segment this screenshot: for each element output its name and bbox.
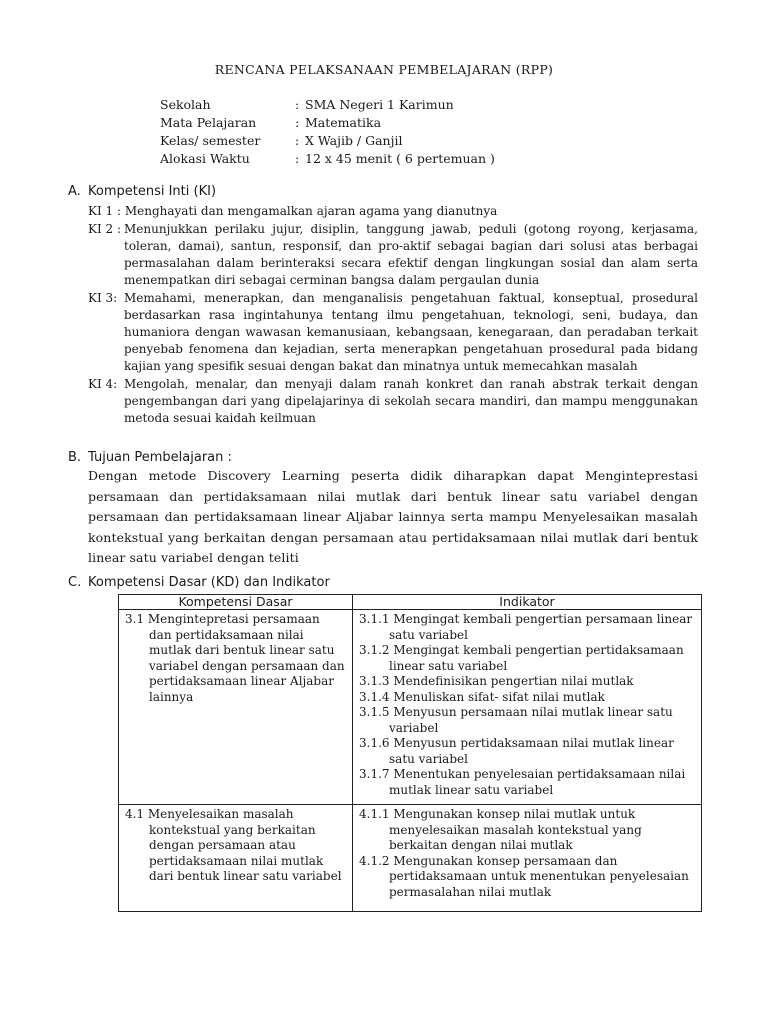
ki-code: KI 2 : (88, 222, 122, 236)
info-row-kelas: Kelas/ semester : X Wajib / Ganjil (160, 133, 403, 148)
indicator-item: 3.1.2 Mengingat kembali pengertian pertidaksamaan linear satu variabel (359, 643, 684, 673)
ki-item (88, 290, 698, 375)
info-label: Kelas/ semester (160, 133, 261, 148)
ki-item (88, 221, 698, 289)
table-row (119, 805, 702, 912)
indicator-item: 3.1.3 Mendefinisikan pengertian nilai mutlak (359, 674, 634, 688)
section-b-heading (68, 450, 232, 465)
info-row-mapel: Mata Pelajaran : Matematika (160, 115, 382, 130)
kd-cell (119, 610, 353, 805)
indicator-item: 3.1.4 Menuliskan sifat- sifat nilai mutlak (359, 689, 605, 704)
indicator-item: 3.1.1 Mengingat kembali pengertian persamaan linear satu variabel (359, 612, 693, 642)
section-c-heading (68, 575, 330, 590)
section-letter: A. (68, 184, 81, 199)
indicator-item: 4.1.1 Mengunakan konsep nilai mutlak untuk menyelesaikan masalah kontekstual yang berkaitan dengan nilai mutlak (359, 807, 642, 852)
info-value: X Wajib / Ganjil (305, 133, 403, 148)
info-row-sekolah: Sekolah : SMA Negeri 1 Karimun (160, 97, 454, 112)
section-letter: C. (68, 575, 82, 590)
table-row (119, 610, 702, 805)
tujuan-paragraph: Dengan metode Discovery Learning peserta didik diharapkan dapat Menginteprestasi persamaan dan pertidaksamaan nilai mutlak dari bentuk linear satu variabel dengan persamaan dan pertidaksamaan linear Aljabar lainnya serta mampu Menyelesaikan masalah kontekstual yang berkaitan dengan persamaan atau pertidaksamaan nilai mutlak dari bentuk linear satu variabel dengan teliti (88, 468, 698, 566)
indicator-item: 3.1.7 Menentukan penyelesaian pertidaksamaan nilai mutlak linear satu variabel (359, 767, 686, 797)
section-title: Tujuan Pembelajaran : (88, 450, 232, 465)
ki-text: Memahami, menerapkan, dan menganalisis pengetahuan faktual, konseptual, prosedural berdasarkan rasa ingintahunya tentang ilmu pengetahuan, teknologi, seni, budaya, dan humaniora dengan wawasan kemanusiaan, kebangsaan, kenegaraan, dan peradaban terkait penyebab fenomena dan kejadian, serta menerapkan pengetahuan prosedural pada bidang kajian yang spesifik sesuai dengan bakat dan minatnya untuk memecahkan masalah (124, 291, 698, 373)
section-title: Kompetensi Dasar (KD) dan Indikator (88, 575, 330, 590)
header-indikator: Indikator (353, 595, 702, 610)
ki-item (88, 203, 698, 220)
section-title: Kompetensi Inti (KI) (88, 184, 217, 199)
indicator-item: 3.1.6 Menyusun pertidaksamaan nilai mutlak linear satu variabel (359, 736, 674, 766)
kd-cell (119, 805, 353, 912)
header-kompetensi-dasar: Kompetensi Dasar (119, 595, 353, 610)
info-row-alokasi: Alokasi Waktu : 12 x 45 menit ( 6 pertemuan ) (160, 151, 495, 166)
info-label: Sekolah (160, 97, 211, 112)
indicator-cell (353, 805, 702, 912)
indicator-item: 4.1.2 Mengunakan konsep persamaan dan pertidaksamaan untuk menentukan penyelesaian permasalahan nilai mutlak (359, 853, 689, 899)
kd-text: 4.1 Menyelesaikan masalah kontekstual yang berkaitan dengan persamaan atau pertidaksamaan nilai mutlak dari bentuk linear satu variabel (125, 807, 342, 883)
kd-indicator-table (118, 594, 702, 912)
kd-text: 3.1 Mengintepretasi persamaan dan pertidaksamaan nilai mutlak dari bentuk linear satu variabel dengan persamaan dan pertidaksamaan linear Aljabar lainnya (125, 612, 345, 704)
ki-code: KI 4: (88, 377, 118, 391)
ki-code: KI 3: (88, 291, 118, 305)
section-a-heading (68, 184, 216, 199)
info-label: Alokasi Waktu (160, 151, 250, 166)
ki-text: Mengolah, menalar, dan menyaji dalam ranah konkret dan ranah abstrak terkait dengan pengembangan dari yang dipelajarinya di sekolah secara mandiri, dan mampu menggunakan metoda sesuai kaidah keilmuan (124, 377, 698, 425)
ki-list (88, 203, 698, 427)
info-value: SMA Negeri 1 Karimun (305, 97, 454, 112)
info-block (160, 96, 495, 168)
ki-code: KI 1 : (88, 204, 122, 218)
document-title: RENCANA PELAKSANAAN PEMBELAJARAN (RPP) (214, 62, 554, 77)
info-label: Mata Pelajaran (160, 115, 257, 130)
section-letter: B. (68, 450, 82, 465)
ki-text: Menghayati dan mengamalkan ajaran agama yang dianutnya (124, 204, 498, 218)
info-value: Matematika (305, 115, 382, 130)
indicator-cell (353, 610, 702, 805)
info-value: 12 x 45 menit ( 6 pertemuan ) (305, 151, 495, 166)
ki-text: Menunjukkan perilaku jujur, disiplin, tanggung jawab, peduli (gotong royong, kerjasama, toleran, damai), santun, responsif, dan pro-aktif sebagai bagian dari solusi atas berbagai permasalahan dalam berinteraksi secara efektif dengan lingkungan sosial dan alam serta menempatkan diri sebagai cerminan bangsa dalam pergaulan dunia (124, 222, 698, 287)
ki-item (88, 376, 698, 427)
indicator-item: 3.1.5 Menyusun persamaan nilai mutlak linear satu variabel (359, 705, 673, 735)
table-header-row (119, 595, 702, 610)
